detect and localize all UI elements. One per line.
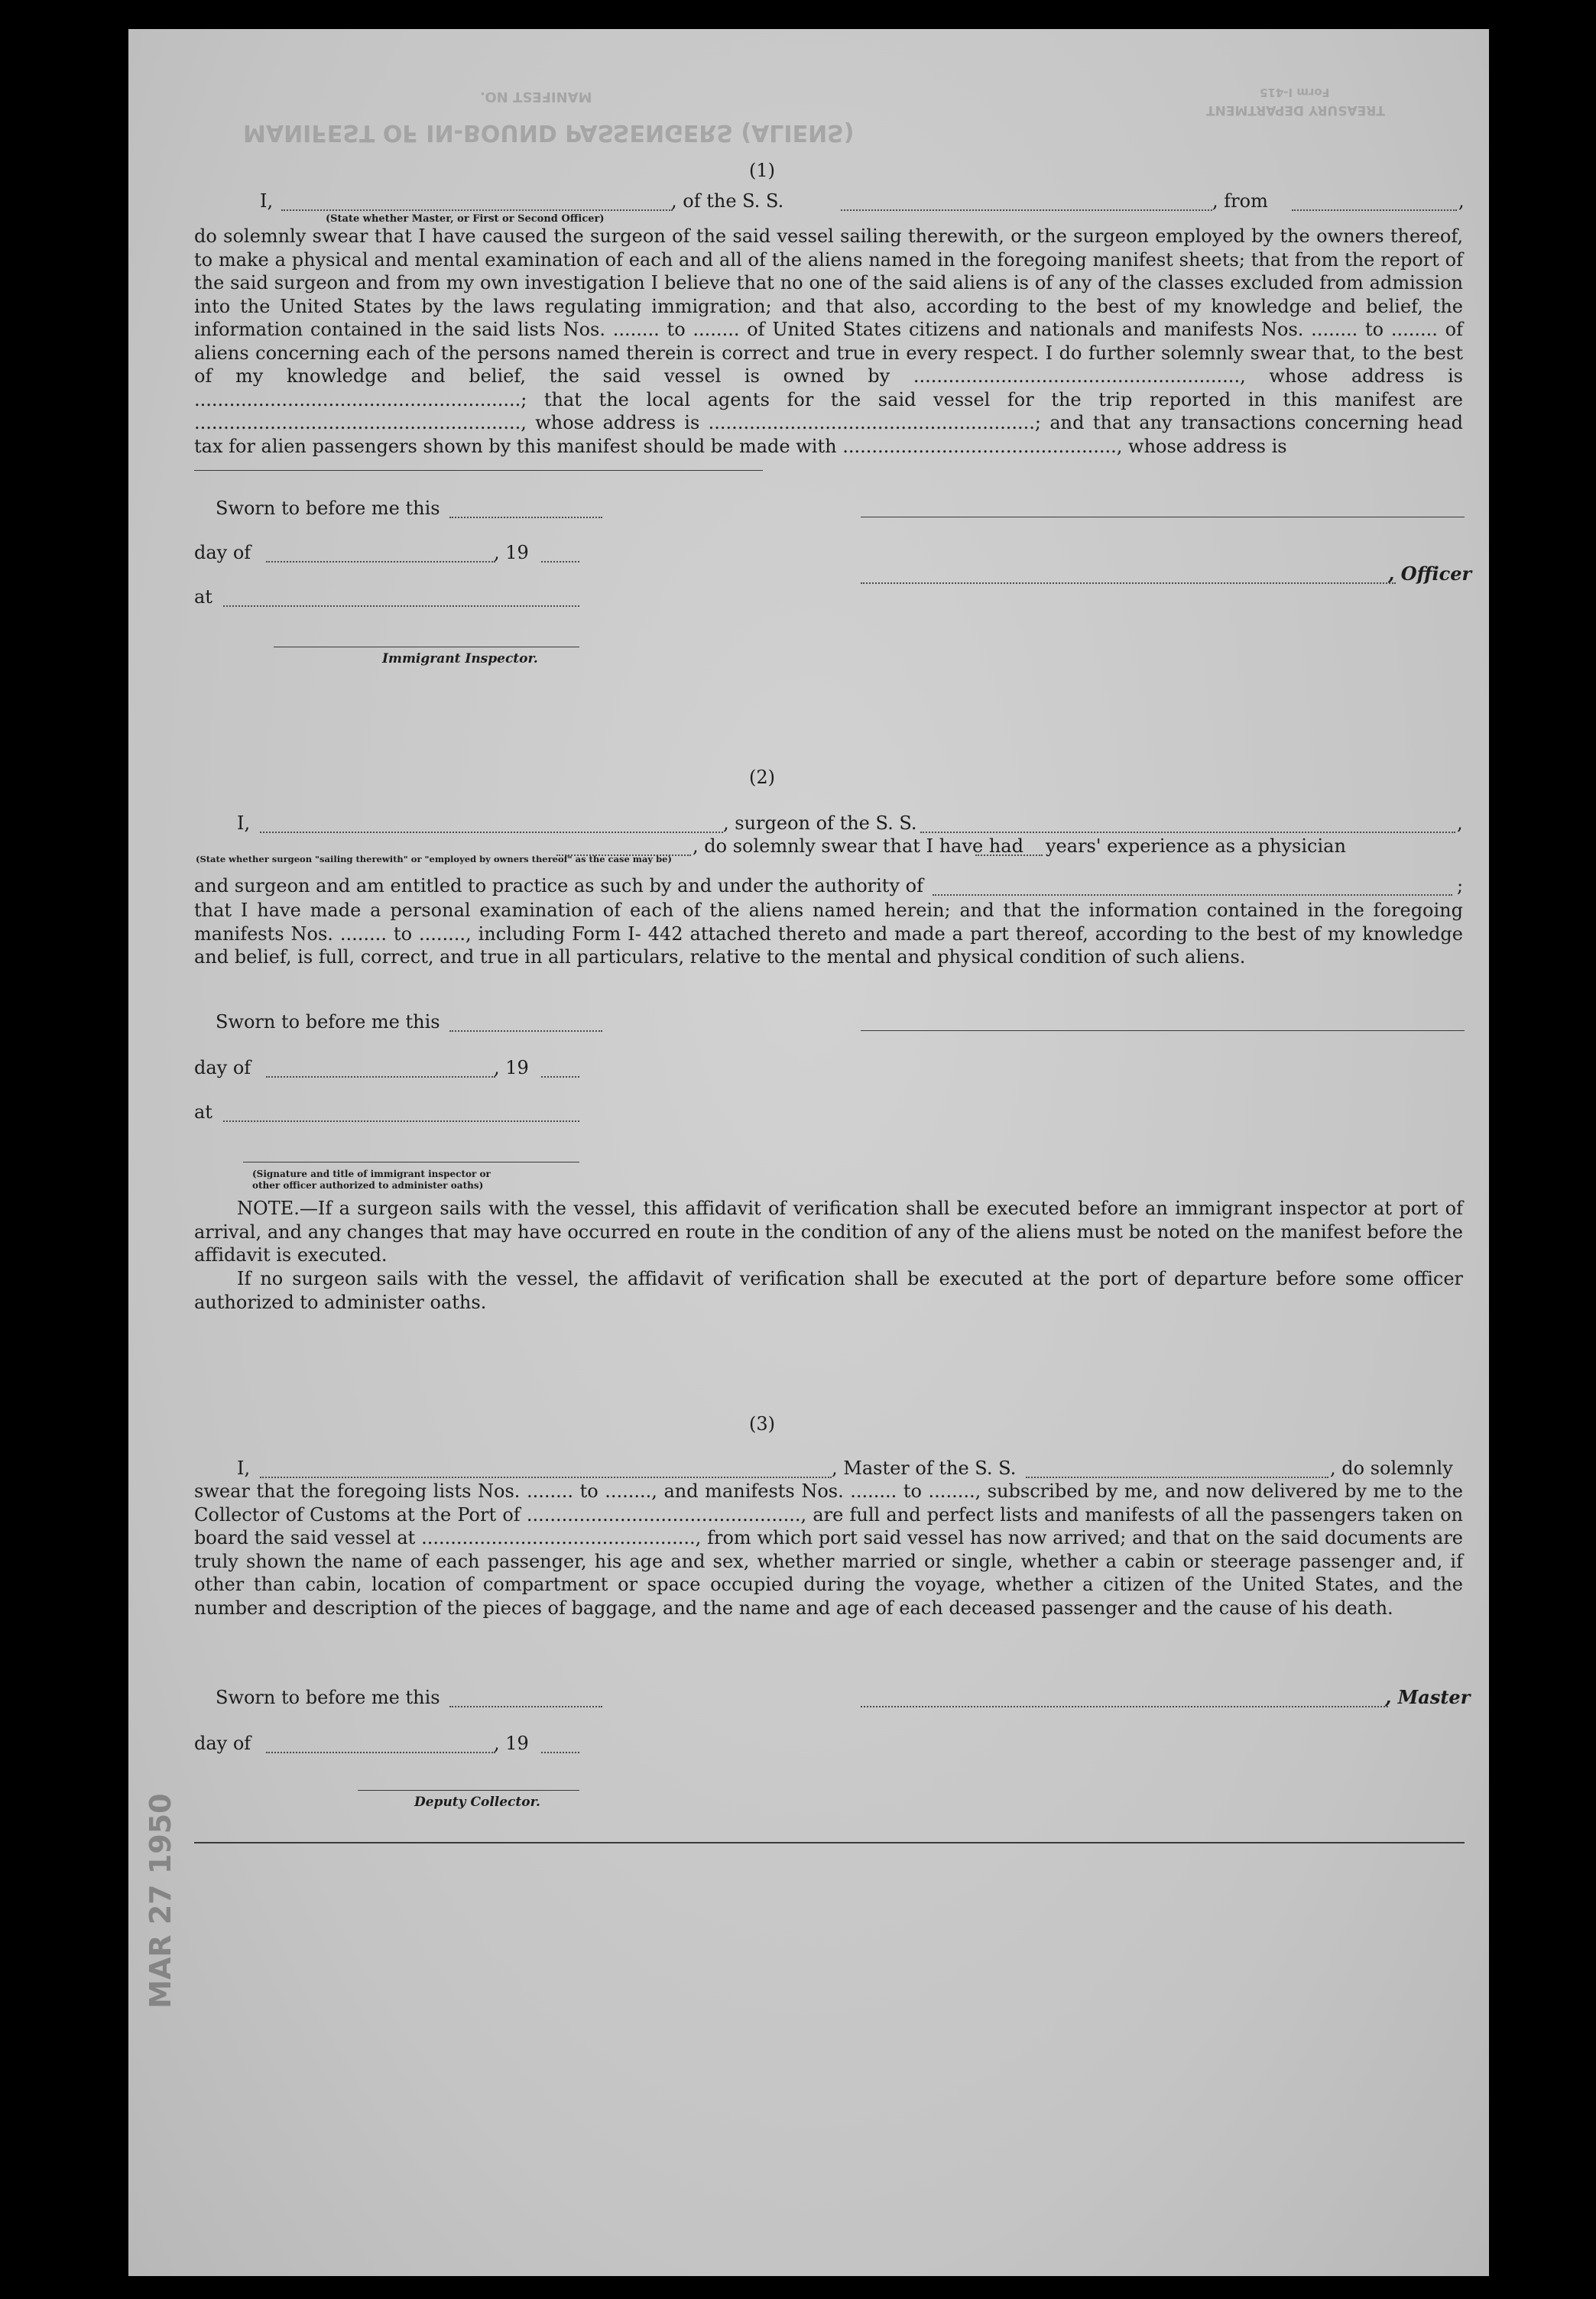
s3-master-sig-blank xyxy=(861,1706,1388,1707)
s2-sworn-blank xyxy=(449,1030,602,1032)
s1-officer-note: (State whether Master, or First or Second Officer) xyxy=(326,213,605,225)
section-2-number: (2) xyxy=(749,767,775,788)
s2-note-label: NOTE. xyxy=(237,1198,300,1219)
s1-from-blank xyxy=(1292,209,1457,211)
s1-year-blank xyxy=(541,561,579,563)
s2-i-label: I, xyxy=(237,812,251,834)
s1-i-label: I, xyxy=(260,190,274,212)
s2-surgeon-note: (State whether surgeon "sailing therewith" or "employed by owners thereof" as the case may be) xyxy=(196,854,672,864)
s2-at-blank xyxy=(223,1120,579,1122)
s1-line-end: , xyxy=(1458,190,1465,212)
s1-sworn-label: Sworn to before me this xyxy=(216,498,440,519)
bottom-rule xyxy=(194,1842,1465,1843)
s2-day-of-label: day of xyxy=(194,1057,251,1078)
s2-swear-label: , do solemnly swear that I have had xyxy=(693,835,1023,857)
manifest-page xyxy=(128,29,1489,2276)
s3-deputy-caption: Deputy Collector. xyxy=(414,1795,540,1810)
s2-year-blank xyxy=(541,1076,579,1078)
s1-inspector-caption: Immigrant Inspector. xyxy=(382,651,538,666)
form-reference: Form I-415 xyxy=(1260,86,1330,99)
s2-day-blank xyxy=(266,1076,495,1078)
department-header: TREASURY DEPARTMENT xyxy=(1206,102,1385,118)
s3-year-blank xyxy=(541,1752,579,1753)
section-3-number: (3) xyxy=(749,1413,775,1435)
s3-sworn-blank xyxy=(449,1706,602,1707)
s3-sworn-label: Sworn to before me this xyxy=(216,1687,440,1708)
s1-from-label: , from xyxy=(1212,190,1268,212)
s1-oath-body: do solemnly swear that I have caused the surgeon of the said vessel sailing therewith, or the surgeon employed by the owners thereof, to make a physical and mental examination of each and all of the aliens named in the foregoing manifest sheets; that from the report of the said surgeon and from my own investigation I believe that no one of the said aliens is of any of the classes excluded from admission into the United States by the laws regulating immigration; and that also, according to the best of my knowledge and belief, the information contained in the said lists Nos. ........ to ........ of United States citizens and nationals and manifests Nos. ........ to ........ of aliens concerning each of the persons named therein is correct and true in every respect. I do further solemnly swear that, to the best of my knowledge and belief, the said vessel is owned by ........................................................, whose address is ........................................................; that the local agents for the said vessel for the trip reported in this manifest are ........................................................, whose address is ........................................................; and that any transactions concerning head tax for alien passengers shown by this manifest should be made with ..............................................., whose address is xyxy=(194,225,1463,457)
s3-master-label-sig: , Master xyxy=(1385,1686,1471,1708)
s2-note-paragraph xyxy=(194,1197,1463,1267)
s1-ss-blank xyxy=(841,209,1212,211)
s2-at-label: at xyxy=(194,1101,212,1123)
s2-ss-blank xyxy=(920,832,1455,833)
s3-master-label: , Master of the S. S. xyxy=(832,1458,1017,1479)
s1-day-blank xyxy=(266,561,495,563)
s2-signature-note-2: other officer authorized to administer oaths) xyxy=(252,1180,484,1191)
s2-type-blank xyxy=(556,854,691,856)
s1-divider-line xyxy=(194,470,763,471)
s3-line-end: , do solemnly xyxy=(1330,1458,1453,1479)
s2-year-label: , 19 xyxy=(494,1057,529,1078)
s1-sworn-blank xyxy=(449,517,602,518)
s1-at-blank xyxy=(223,605,579,607)
s2-sworn-label: Sworn to before me this xyxy=(216,1011,440,1033)
s3-i-label: I, xyxy=(237,1458,251,1479)
s3-name-blank xyxy=(260,1477,832,1478)
s1-name-blank xyxy=(281,209,673,211)
s3-day-of-label: day of xyxy=(194,1733,251,1754)
s2-authority-blank xyxy=(933,894,1452,896)
s2-line-end: , xyxy=(1457,812,1463,834)
s2-name-blank xyxy=(260,832,723,833)
s3-day-blank xyxy=(266,1752,495,1753)
s2-surgeon-label: , surgeon of the S. S. xyxy=(723,812,917,834)
s3-ss-blank xyxy=(1026,1477,1328,1478)
s1-day-of-label: day of xyxy=(194,542,251,563)
s1-ss-label: , of the S. S. xyxy=(671,190,784,212)
manifest-number-label: MANIFEST NO. xyxy=(480,89,592,105)
s3-deputy-line xyxy=(358,1790,579,1791)
date-stamp: MAR 27 1950 xyxy=(144,1793,177,2009)
s2-surgeon-sig-line xyxy=(861,1030,1465,1031)
s3-year-label: , 19 xyxy=(494,1733,529,1754)
s2-authority-label: and surgeon and am entitled to practice as such by and under the authority of xyxy=(194,875,923,897)
s2-note-paragraph-2: If no surgeon sails with the vessel, the affidavit of verification shall be executed at the port of departure before some officer authorized to administer oaths. xyxy=(194,1268,1463,1313)
s1-at-label: at xyxy=(194,586,212,608)
s2-years-label: years' experience as a physician xyxy=(1046,835,1346,857)
s2-years-blank xyxy=(975,854,1043,856)
s2-note-body: —If a surgeon sails with the vessel, this affidavit of verification shall be executed before an immigrant inspector at port of arrival, and any changes that may have occurred en route in the condition of any of the aliens must be noted on the manifest before the affidavit is executed. xyxy=(194,1198,1463,1266)
s1-officer-label: , Officer xyxy=(1388,563,1472,585)
s1-year-label: , 19 xyxy=(494,542,529,563)
s1-officer-blank xyxy=(861,582,1396,584)
s2-signature-note-1: (Signature and title of immigrant inspector or xyxy=(252,1169,491,1179)
mirrored-manifest-title: MANIFEST OF IN-BOUND PASSENGERS (ALIENS) xyxy=(243,119,855,146)
s2-oath-body: that I have made a personal examination of each of the aliens named herein; and that the information contained in the foregoing manifests Nos. ........ to ........, including Form I- 442 attached thereto and made a part thereof, according to the best of my knowledge and belief, is full, correct, and true in all particulars, relative to the mental and physical condition of such aliens. xyxy=(194,900,1463,968)
section-1-number: (1) xyxy=(749,160,775,181)
s3-oath-body: swear that the foregoing lists Nos. ........ to ........, and manifests Nos. ........ to ........, subscribed by me, and now delivered by me to the Collector of Customs at the Port of ..............................................., are full and perfect lists and manifests of all the passengers taken on board the said vessel at ..............................................., from which port said vessel has now arrived; and that on the said documents are truly shown the name of each passenger, his age and sex, whether married or single, whether a cabin or steerage passenger and, if other than cabin, location of compartment or space occupied during the voyage, whether a citizen of the United States, and the number and description of the pieces of baggage, and the name and age of each deceased passenger and the cause of his death. xyxy=(194,1480,1463,1619)
s2-authority-end: ; xyxy=(1457,875,1464,897)
